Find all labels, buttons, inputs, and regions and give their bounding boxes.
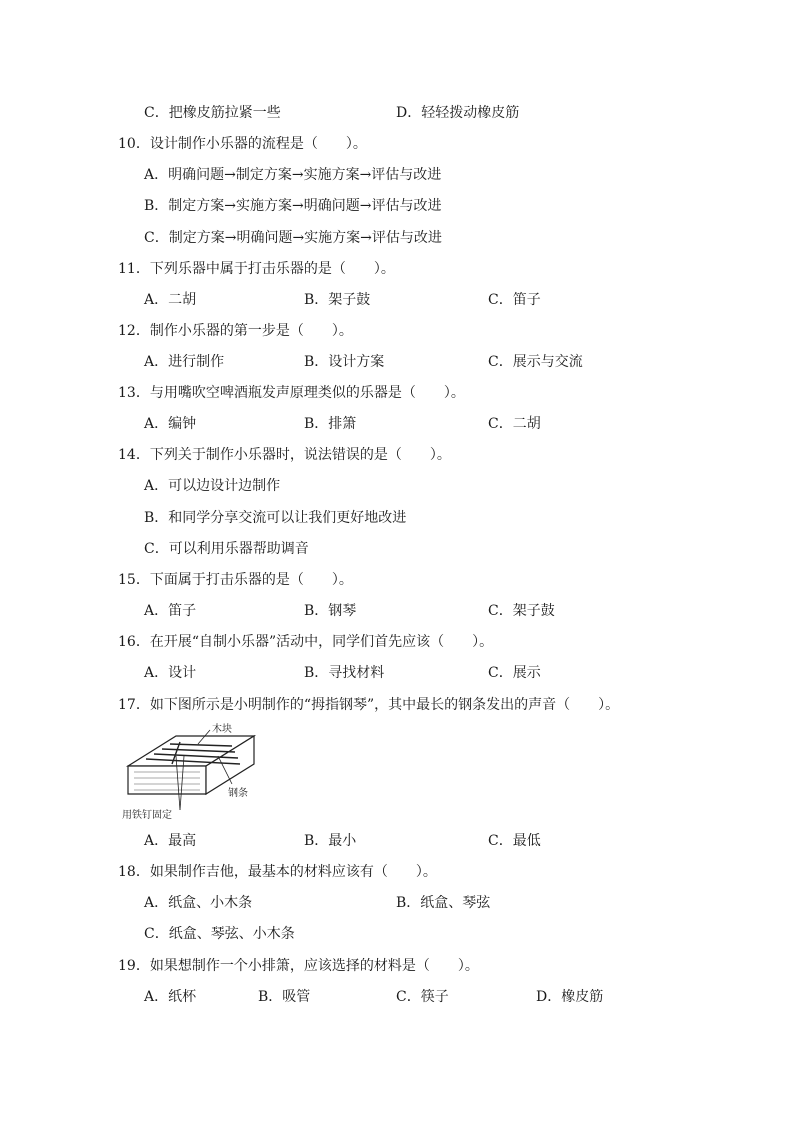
question-18-option-b: B．纸盒、琴弦 (396, 895, 491, 911)
question-12-option-a: A．进行制作 (144, 354, 225, 370)
question-19-option-a: A．纸杯 (144, 989, 197, 1005)
label-steel: 钢条 (228, 788, 248, 799)
question-15-option-b: B．钢琴 (304, 603, 357, 619)
question-19-option-b: B．吸管 (258, 989, 311, 1005)
label-wood: 木块 (212, 724, 232, 735)
thumb-piano-figure (120, 722, 260, 822)
question-17-option-a: A．最高 (144, 833, 197, 849)
question-14-option-c: C．可以利用乐器帮助调音 (144, 541, 309, 557)
question-13-option-c: C．二胡 (488, 416, 541, 432)
question-16-option-c: C．展示 (488, 665, 541, 681)
question-10-option-c: C．制定方案→明确问题→实施方案→评估与改进 (144, 230, 442, 246)
question-18-option-c: C．纸盒、琴弦、小木条 (144, 926, 295, 942)
question-11-option-b: B．架子鼓 (304, 292, 371, 308)
question-10-stem: 10．设计制作小乐器的流程是（ ）。 (118, 136, 367, 152)
question-14-option-a: A．可以边设计边制作 (144, 478, 281, 494)
question-12-option-c: C．展示与交流 (488, 354, 583, 370)
question-18-stem: 18．如果制作吉他，最基本的材料应该有（ ）。 (118, 864, 437, 880)
question-13-stem: 13．与用嘴吹空啤酒瓶发声原理类似的乐器是（ ）。 (118, 385, 465, 401)
question-15-option-c: C．架子鼓 (488, 603, 555, 619)
question-19-stem: 19．如果想制作一个小排箫，应该选择的材料是（ ）。 (118, 958, 479, 974)
option-c-prev: C．把橡皮筋拉紧一些 (144, 105, 281, 121)
question-11-stem: 11．下列乐器中属于打击乐器的是（ ）。 (118, 261, 395, 277)
question-17-stem: 17．如下图所示是小明制作的“拇指钢琴”，其中最长的钢条发出的声音（ ）。 (118, 697, 620, 713)
question-15-option-a: A．笛子 (144, 603, 197, 619)
label-nail: 用铁钉固定 (122, 810, 172, 821)
question-13-option-a: A．编钟 (144, 416, 197, 432)
option-d-prev: D．轻轻拨动橡皮筋 (396, 105, 520, 121)
question-19-option-c: C．筷子 (396, 989, 449, 1005)
question-13-option-b: B．排箫 (304, 416, 357, 432)
question-17-option-c: C．最低 (488, 833, 541, 849)
question-11-option-c: C．笛子 (488, 292, 541, 308)
question-15-stem: 15．下面属于打击乐器的是（ ）。 (118, 572, 353, 588)
question-17-option-b: B．最小 (304, 833, 357, 849)
question-14-option-b: B．和同学分享交流可以让我们更好地改进 (144, 510, 407, 526)
question-16-option-b: B．寻找材料 (304, 665, 385, 681)
question-12-stem: 12．制作小乐器的第一步是（ ）。 (118, 323, 353, 339)
question-16-stem: 16．在开展“自制小乐器”活动中，同学们首先应该（ ）。 (118, 634, 494, 650)
question-19-option-d: D．橡皮筋 (536, 989, 604, 1005)
question-14-stem: 14．下列关于制作小乐器时，说法错误的是（ ）。 (118, 447, 451, 463)
question-11-option-a: A．二胡 (144, 292, 197, 308)
question-10-option-b: B．制定方案→实施方案→明确问题→评估与改进 (144, 198, 442, 214)
question-16-option-a: A．设计 (144, 665, 197, 681)
question-12-option-b: B．设计方案 (304, 354, 385, 370)
question-10-option-a: A．明确问题→制定方案→实施方案→评估与改进 (144, 167, 442, 183)
question-18-option-a: A．纸盒、小木条 (144, 895, 253, 911)
